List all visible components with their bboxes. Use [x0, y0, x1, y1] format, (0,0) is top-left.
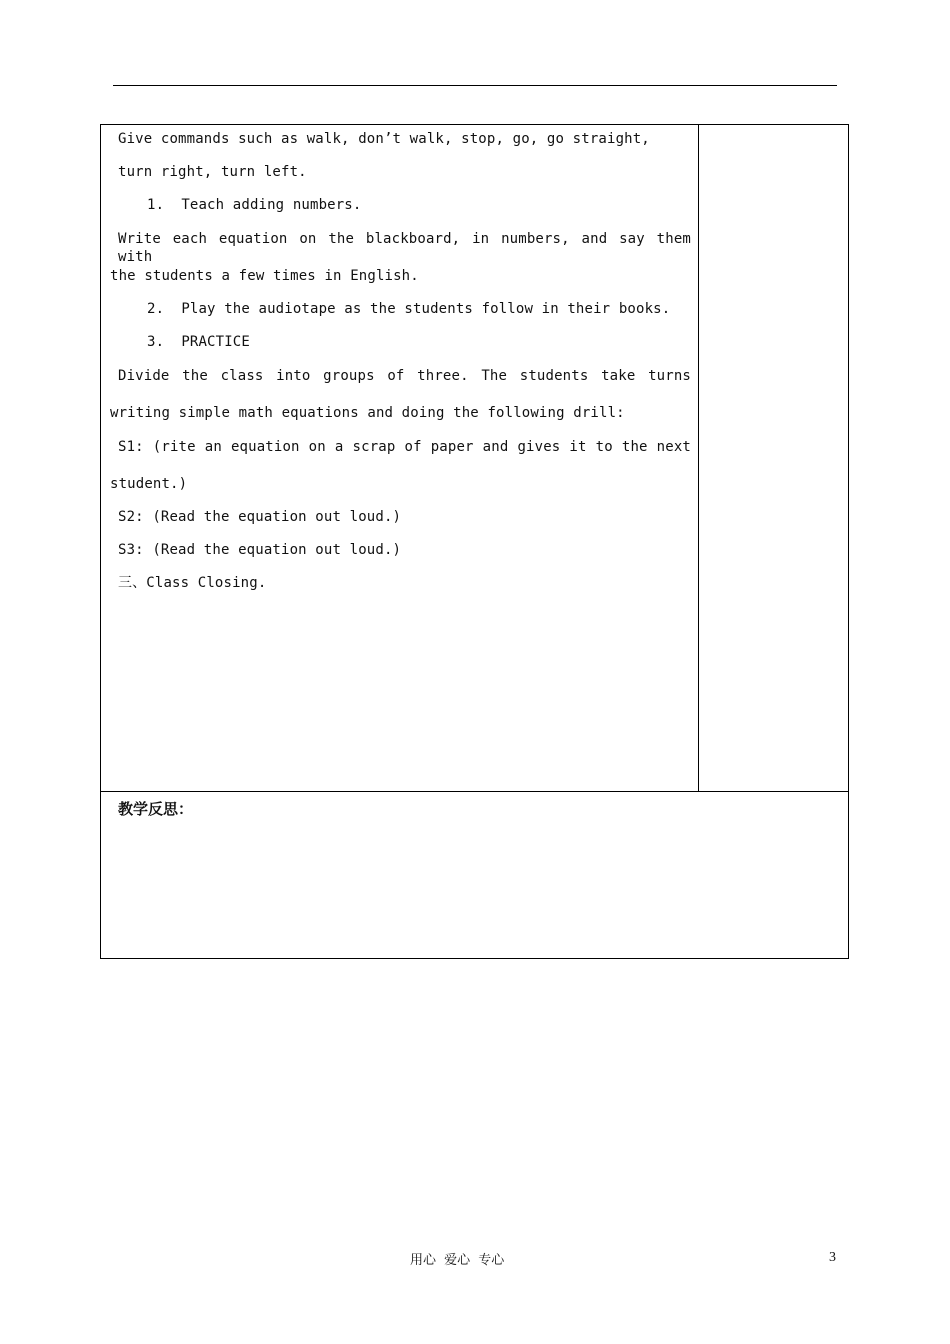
header-rule [113, 85, 837, 86]
footer-motto: 用心 爱心 专心 [410, 1253, 505, 1268]
lesson-line: 三、Class Closing. [118, 575, 267, 591]
lesson-line: S2: (Read the equation out loud.) [118, 509, 402, 525]
lesson-line: Divide the class into groups of three. The students take turns [118, 368, 691, 384]
page-number: 3 [829, 1250, 836, 1265]
lesson-line: turn right, turn left. [118, 164, 307, 180]
lesson-line: S3: (Read the equation out loud.) [118, 542, 402, 558]
reflection-cell [101, 791, 848, 958]
lesson-line: 3. PRACTICE [147, 334, 250, 350]
lesson-line: writing simple math equations and doing the following drill: [110, 405, 625, 421]
lesson-content-cell [101, 125, 699, 791]
reflection-label: 教学反思： [118, 800, 194, 818]
lesson-line: student.) [110, 476, 188, 492]
lesson-line: the students a few times in English. [110, 268, 419, 284]
lesson-line: Give commands such as walk, don’t walk, stop, go, go straight, [118, 131, 650, 147]
lesson-plan-table [100, 124, 849, 959]
lesson-line: 1. Teach adding numbers. [147, 197, 362, 213]
lesson-line: Write each equation on the blackboard, in numbers, and say them with [118, 231, 691, 265]
lesson-line: 2. Play the audiotape as the students follow in their books. [147, 301, 671, 317]
lesson-line: S1: (rite an equation on a scrap of paper and gives it to the next [118, 439, 691, 455]
notes-side-cell [699, 125, 848, 791]
